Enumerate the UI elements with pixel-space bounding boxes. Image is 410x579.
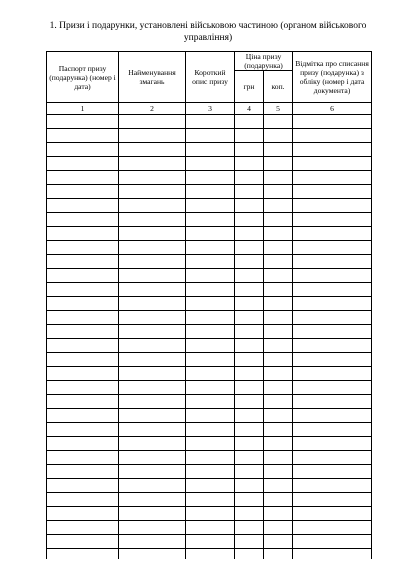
table-row [47, 465, 372, 479]
table-cell [235, 171, 264, 185]
table-cell [119, 507, 186, 521]
table-cell [264, 339, 293, 353]
table-row [47, 311, 372, 325]
table-cell [47, 199, 119, 213]
prizes-register-table [46, 51, 372, 559]
table-cell [264, 493, 293, 507]
table-cell [47, 143, 119, 157]
table-cell [235, 115, 264, 129]
header-prize-description: Короткий опис призу [186, 52, 235, 103]
table-cell [186, 185, 235, 199]
table-body [47, 115, 372, 560]
table-cell [186, 297, 235, 311]
table-cell [47, 409, 119, 423]
table-cell [47, 157, 119, 171]
table-cell [119, 423, 186, 437]
table-cell [186, 115, 235, 129]
header-price-uah: грн [235, 71, 264, 103]
table-cell [264, 549, 293, 560]
table-cell [119, 409, 186, 423]
table-cell [186, 409, 235, 423]
table-cell [293, 171, 372, 185]
table-cell [186, 227, 235, 241]
table-cell [47, 423, 119, 437]
table-row [47, 493, 372, 507]
table-cell [186, 171, 235, 185]
table-cell [264, 507, 293, 521]
table-cell [235, 479, 264, 493]
table-cell [264, 171, 293, 185]
table-cell [119, 521, 186, 535]
table-row [47, 521, 372, 535]
header-prize-price: Ціна призу (подарунка) [235, 52, 293, 71]
table-cell [119, 185, 186, 199]
table-cell [293, 465, 372, 479]
table-cell [186, 311, 235, 325]
table-cell [264, 241, 293, 255]
table-cell [47, 171, 119, 185]
table-cell [47, 185, 119, 199]
table-row [47, 171, 372, 185]
table-cell [264, 479, 293, 493]
table-row [47, 423, 372, 437]
table-cell [293, 115, 372, 129]
table-cell [47, 283, 119, 297]
table-cell [119, 171, 186, 185]
table-cell [293, 157, 372, 171]
column-number: 3 [186, 103, 235, 115]
table-cell [264, 521, 293, 535]
column-number: 6 [293, 103, 372, 115]
table-cell [186, 465, 235, 479]
table-cell [235, 353, 264, 367]
table-cell [264, 451, 293, 465]
table-row [47, 451, 372, 465]
table-cell [186, 437, 235, 451]
table-cell [119, 367, 186, 381]
table-row [47, 129, 372, 143]
table-cell [293, 423, 372, 437]
table-cell [47, 241, 119, 255]
table-cell [186, 451, 235, 465]
table-cell [235, 521, 264, 535]
table-row [47, 479, 372, 493]
table-cell [47, 451, 119, 465]
table-cell [119, 381, 186, 395]
table-cell [186, 493, 235, 507]
table-cell [264, 353, 293, 367]
table-cell [264, 311, 293, 325]
table-cell [235, 367, 264, 381]
table-cell [186, 255, 235, 269]
table-row [47, 535, 372, 549]
table-cell [186, 535, 235, 549]
table-cell [47, 353, 119, 367]
table-cell [235, 409, 264, 423]
table-cell [264, 423, 293, 437]
column-number: 2 [119, 103, 186, 115]
table-cell [119, 395, 186, 409]
table-cell [119, 479, 186, 493]
table-cell [119, 269, 186, 283]
table-cell [293, 255, 372, 269]
table-cell [264, 465, 293, 479]
table-cell [293, 353, 372, 367]
table-cell [186, 423, 235, 437]
table-cell [264, 199, 293, 213]
table-cell [264, 269, 293, 283]
table-cell [235, 451, 264, 465]
table-cell [264, 227, 293, 241]
table-cell [119, 535, 186, 549]
table-cell [293, 507, 372, 521]
table-cell [119, 465, 186, 479]
table-cell [293, 367, 372, 381]
table-cell [47, 549, 119, 560]
table-cell [264, 283, 293, 297]
table-cell [186, 339, 235, 353]
table-cell [186, 283, 235, 297]
table-cell [293, 521, 372, 535]
table-cell [235, 325, 264, 339]
table-cell [47, 325, 119, 339]
table-cell [47, 129, 119, 143]
table-cell [186, 199, 235, 213]
table-cell [293, 199, 372, 213]
table-cell [235, 283, 264, 297]
table-cell [119, 227, 186, 241]
table-cell [264, 367, 293, 381]
table-row [47, 339, 372, 353]
table-cell [119, 255, 186, 269]
table-cell [264, 325, 293, 339]
header-write-off-note: Відмітка про списання призу (подарунка) з обліку (номер і дата документа) [293, 52, 372, 103]
table-cell [119, 353, 186, 367]
table-cell [186, 521, 235, 535]
table-cell [293, 143, 372, 157]
table-cell [235, 311, 264, 325]
table-cell [119, 325, 186, 339]
table-row [47, 213, 372, 227]
table-cell [47, 255, 119, 269]
table-cell [235, 535, 264, 549]
table-cell [293, 451, 372, 465]
table-cell [264, 129, 293, 143]
header-prize-passport: Паспорт призу (подарунка) (номер і дата) [47, 52, 119, 103]
table-cell [264, 213, 293, 227]
table-cell [119, 493, 186, 507]
header-competition-name: Найменування змагань [119, 52, 186, 103]
table-row [47, 283, 372, 297]
table-cell [235, 255, 264, 269]
table-row [47, 227, 372, 241]
table-cell [47, 493, 119, 507]
table-cell [119, 437, 186, 451]
table-cell [293, 325, 372, 339]
table-cell [186, 157, 235, 171]
table-row [47, 367, 372, 381]
table-row [47, 325, 372, 339]
table-cell [235, 381, 264, 395]
table-cell [47, 465, 119, 479]
table-cell [235, 339, 264, 353]
table-cell [119, 199, 186, 213]
table-cell [47, 437, 119, 451]
table-row [47, 115, 372, 129]
header-price-kop: коп. [264, 71, 293, 103]
table-cell [293, 283, 372, 297]
table-cell [47, 479, 119, 493]
table-cell [235, 129, 264, 143]
table-cell [293, 535, 372, 549]
table-cell [235, 395, 264, 409]
table-cell [186, 507, 235, 521]
table-cell [119, 297, 186, 311]
table-cell [119, 129, 186, 143]
table-cell [293, 437, 372, 451]
table-row [47, 255, 372, 269]
table-cell [186, 269, 235, 283]
table-row [47, 297, 372, 311]
table-cell [264, 409, 293, 423]
table-cell [293, 395, 372, 409]
table-cell [264, 143, 293, 157]
table-row [47, 143, 372, 157]
table-row [47, 381, 372, 395]
table-cell [235, 507, 264, 521]
table-cell [235, 157, 264, 171]
table-cell [186, 325, 235, 339]
column-number: 4 [235, 103, 264, 115]
table-cell [293, 269, 372, 283]
table-cell [47, 507, 119, 521]
table-cell [293, 549, 372, 560]
table-cell [264, 255, 293, 269]
table-cell [186, 129, 235, 143]
table-cell [186, 143, 235, 157]
table-cell [293, 311, 372, 325]
table-cell [235, 423, 264, 437]
table-cell [235, 185, 264, 199]
table-cell [47, 535, 119, 549]
table-cell [186, 549, 235, 560]
table-cell [264, 437, 293, 451]
table-cell [293, 493, 372, 507]
table-cell [235, 549, 264, 560]
table-row [47, 549, 372, 560]
table-cell [186, 479, 235, 493]
table-cell [186, 367, 235, 381]
table-cell [293, 213, 372, 227]
table-cell [293, 339, 372, 353]
table-cell [293, 297, 372, 311]
table-cell [235, 437, 264, 451]
table-row [47, 437, 372, 451]
table-cell [264, 115, 293, 129]
table-cell [235, 297, 264, 311]
table-cell [119, 143, 186, 157]
table-cell [264, 185, 293, 199]
table-cell [119, 549, 186, 560]
table-cell [119, 311, 186, 325]
table-cell [186, 381, 235, 395]
table-cell [47, 339, 119, 353]
table-row [47, 409, 372, 423]
table-cell [47, 311, 119, 325]
table-cell [47, 115, 119, 129]
table-cell [293, 227, 372, 241]
table-cell [119, 339, 186, 353]
table-cell [293, 185, 372, 199]
table-cell [264, 157, 293, 171]
table-cell [264, 395, 293, 409]
table-cell [235, 465, 264, 479]
table-cell [293, 381, 372, 395]
table-cell [47, 395, 119, 409]
table-row [47, 185, 372, 199]
table-cell [119, 213, 186, 227]
section-title: 1. Призи і подарунки, установлені військовою частиною (органом військового управління) [49, 21, 367, 43]
table-cell [235, 227, 264, 241]
table-cell [293, 129, 372, 143]
table-row [47, 269, 372, 283]
table-cell [47, 521, 119, 535]
table-cell [235, 143, 264, 157]
table-row [47, 507, 372, 521]
table-cell [186, 241, 235, 255]
table-row [47, 157, 372, 171]
column-number: 1 [47, 103, 119, 115]
table-cell [119, 157, 186, 171]
table-row [47, 395, 372, 409]
table-cell [119, 115, 186, 129]
table-cell [293, 479, 372, 493]
table-cell [47, 269, 119, 283]
table-cell [47, 367, 119, 381]
table-cell [47, 297, 119, 311]
table-cell [293, 241, 372, 255]
table-cell [47, 213, 119, 227]
table-cell [264, 381, 293, 395]
table-cell [264, 535, 293, 549]
table-cell [186, 353, 235, 367]
table-cell [264, 297, 293, 311]
table-cell [47, 227, 119, 241]
table-row [47, 241, 372, 255]
table-cell [293, 409, 372, 423]
table-cell [235, 269, 264, 283]
table-cell [119, 283, 186, 297]
column-number: 5 [264, 103, 293, 115]
table-cell [235, 213, 264, 227]
table-cell [47, 381, 119, 395]
table-cell [186, 213, 235, 227]
table-row [47, 353, 372, 367]
table-row [47, 199, 372, 213]
table-cell [119, 241, 186, 255]
table-cell [119, 451, 186, 465]
table-cell [186, 395, 235, 409]
table-cell [235, 199, 264, 213]
table-cell [235, 241, 264, 255]
table-cell [235, 493, 264, 507]
